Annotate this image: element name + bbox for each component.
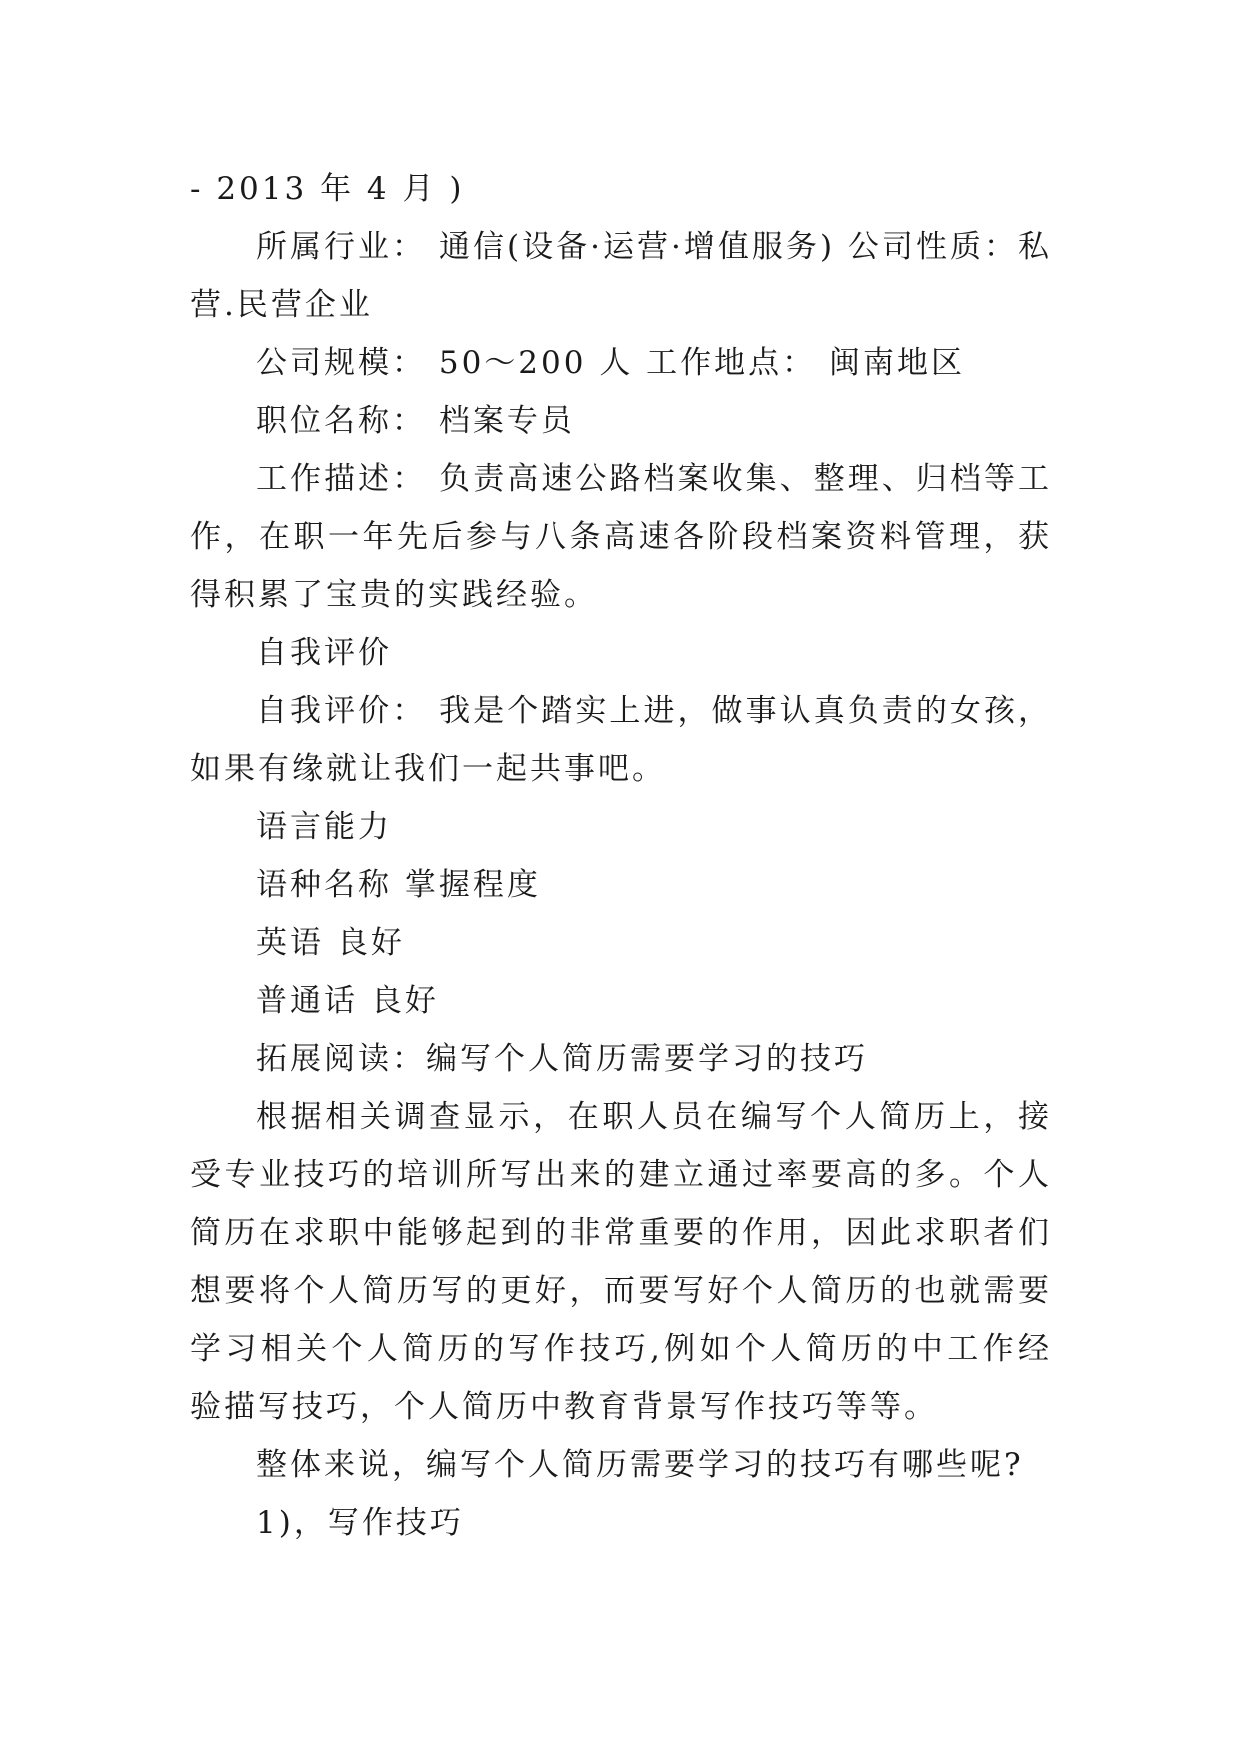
document-body <box>190 160 1052 1552</box>
date-range-tail: - 2013 年 4 月 ) <box>190 171 465 207</box>
position-line: 职位名称： 档案专员 <box>256 403 575 439</box>
language-row-mandarin: 普通话 良好 <box>256 983 439 1019</box>
language-table-header: 语种名称 掌握程度 <box>256 867 541 903</box>
language-ability-heading: 语言能力 <box>256 809 392 845</box>
question-line: 整体来说，编写个人简历需要学习的技巧有哪些呢? <box>256 1447 1024 1483</box>
self-evaluation-heading: 自我评价 <box>256 635 392 671</box>
job-description-paragraph: 工作描述： 负责高速公路档案收集、整理、归档等工作，在职一年先后参与八条高速各阶段档案资料管理，获得积累了宝贵的实践经验。 <box>190 461 1052 613</box>
resume-tips-paragraph: 根据相关调查显示，在职人员在编写个人简历上，接受专业技巧的培训所写出来的建立通过率要高的多。个人简历在求职中能够起到的非常重要的作用，因此求职者们想要将个人简历写的更好，而要写好个人简历的也就需要学习相关个人简历的写作技巧,例如个人简历的中工作经验描写技巧，个人简历中教育背景写作技巧等等。 <box>190 1099 1052 1425</box>
list-item-writing-skills: 1)，写作技巧 <box>256 1505 464 1541</box>
extended-reading-title: 拓展阅读：编写个人简历需要学习的技巧 <box>256 1041 868 1077</box>
industry-line: 所属行业： 通信(设备·运营·增值服务) 公司性质：私营.民营企业 <box>190 229 1052 323</box>
language-row-english: 英语 良好 <box>256 925 405 961</box>
self-evaluation-paragraph: 自我评价： 我是个踏实上进，做事认真负责的女孩，如果有缘就让我们一起共事吧。 <box>190 693 1052 787</box>
company-size-line: 公司规模： 50～200 人 工作地点： 闽南地区 <box>256 345 966 381</box>
